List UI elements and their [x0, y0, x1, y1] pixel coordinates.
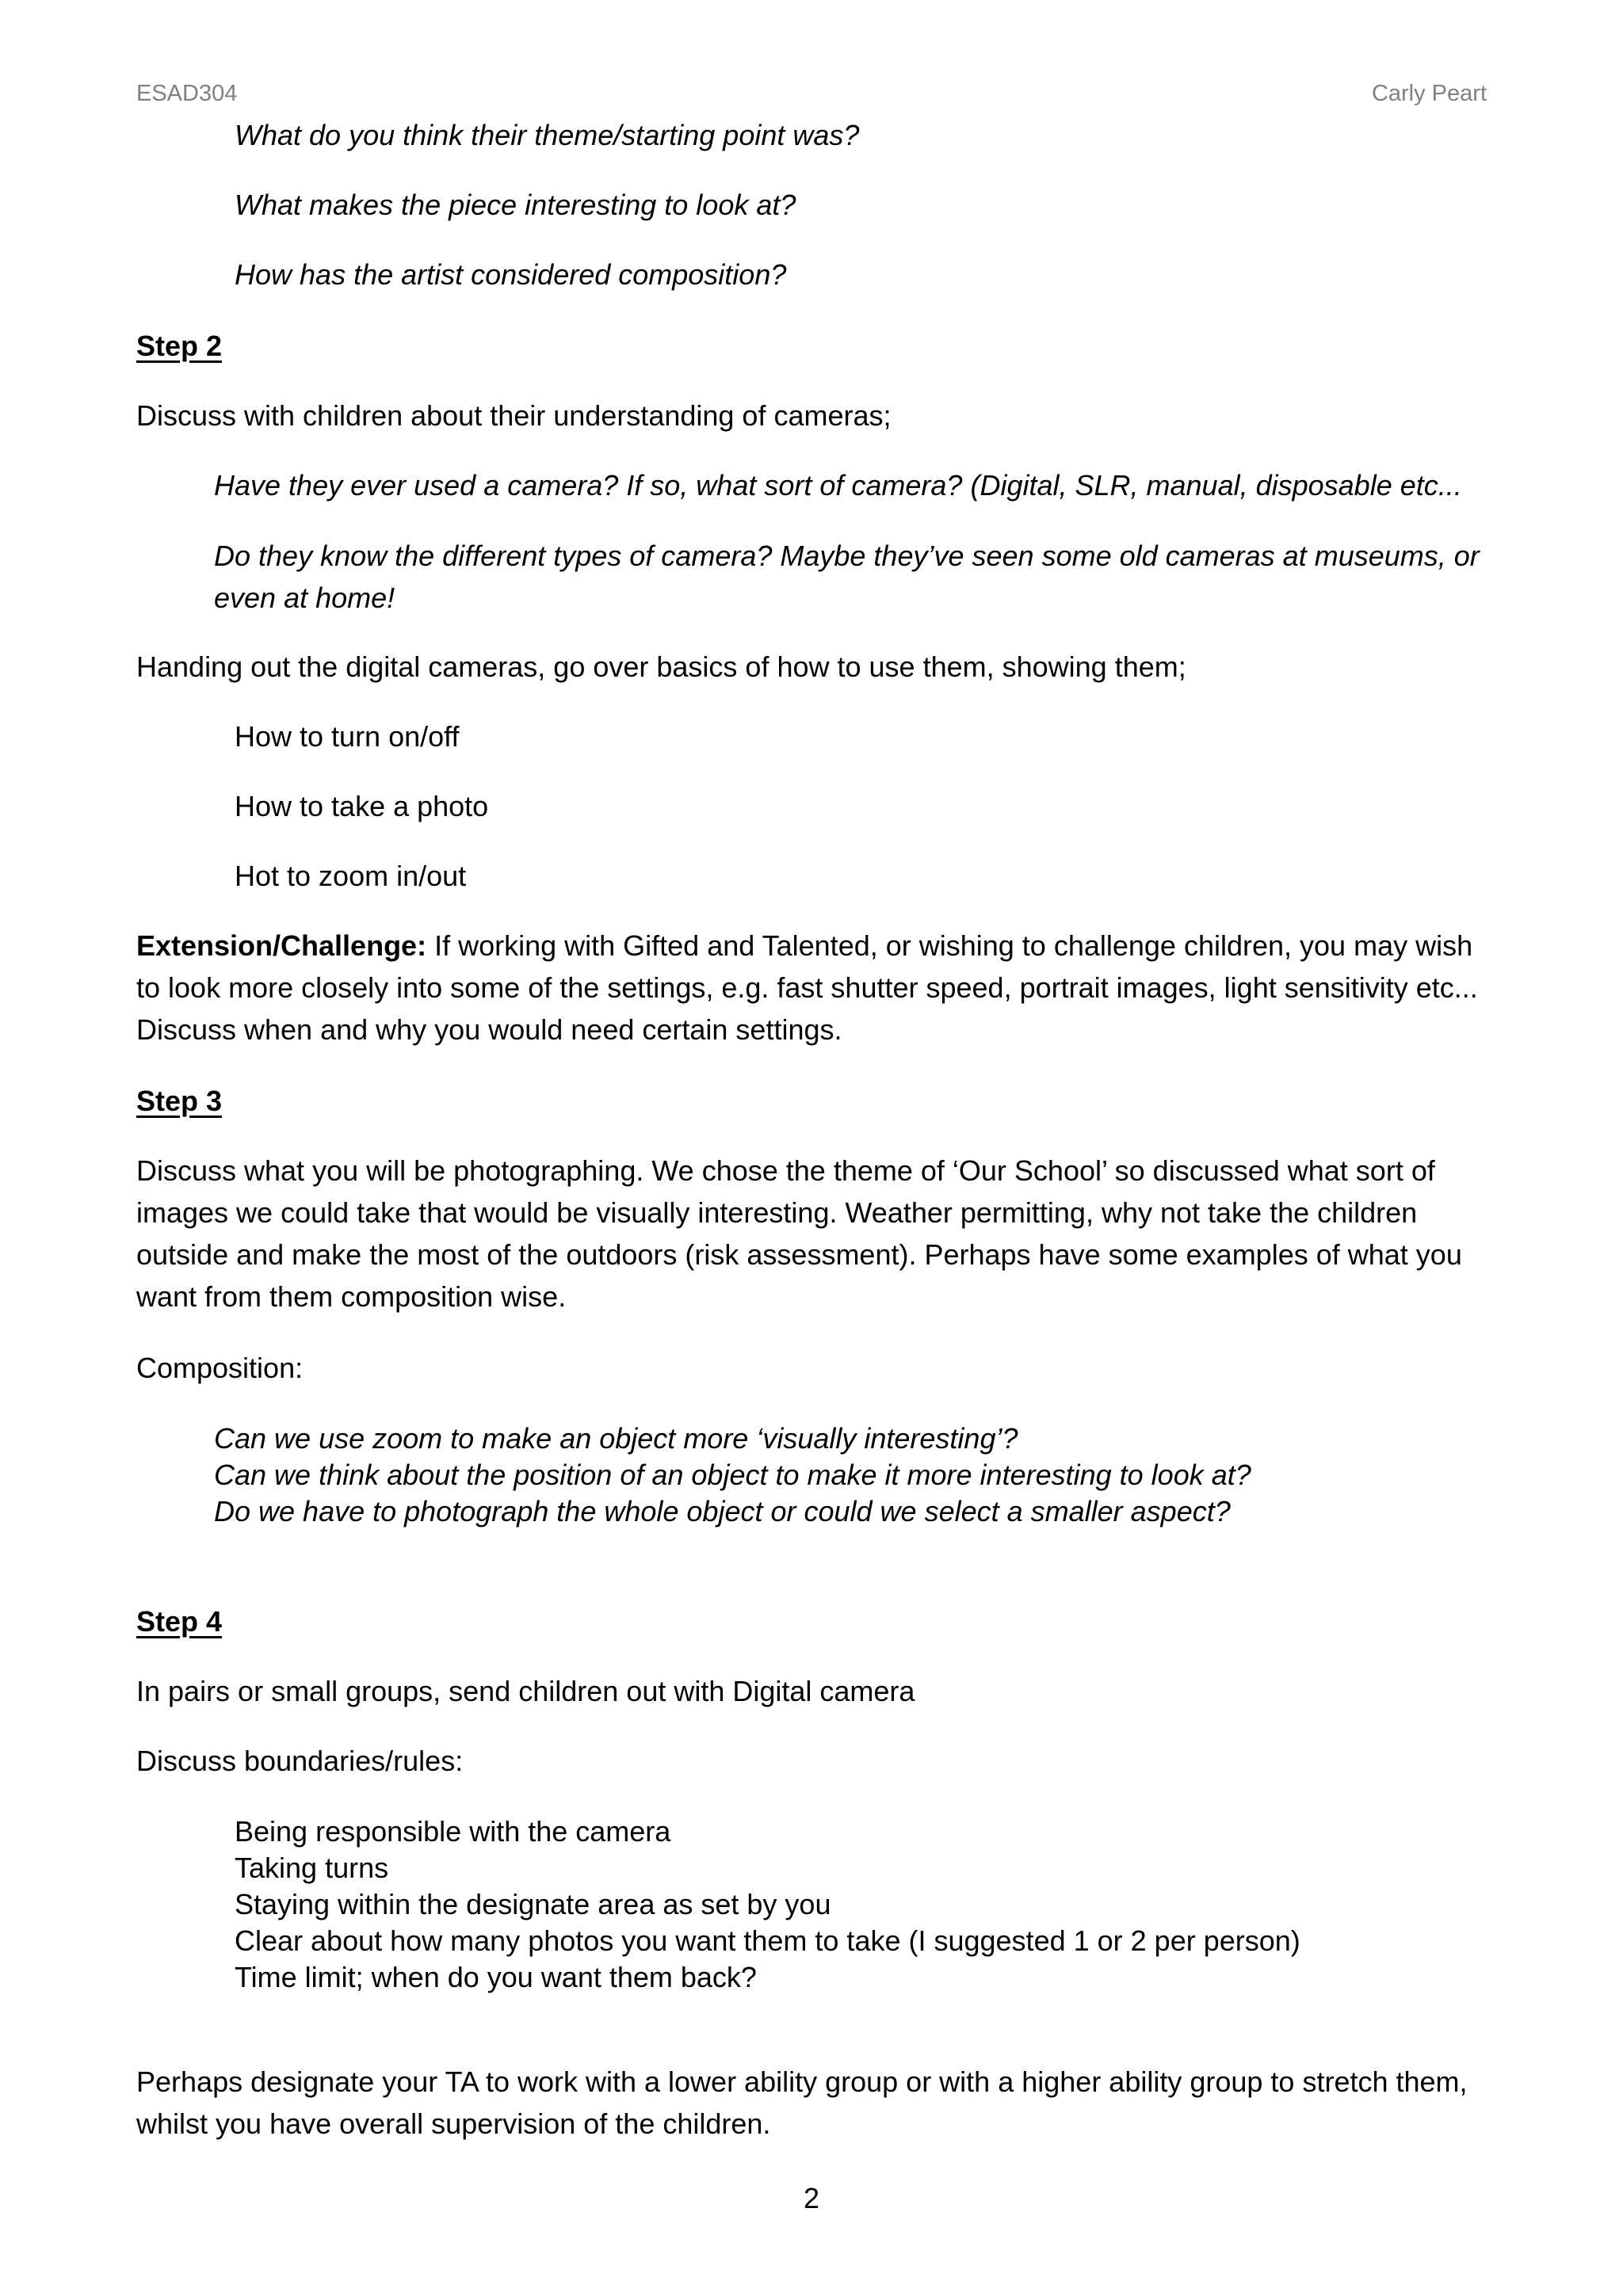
basics-item: How to turn on/off: [235, 720, 460, 753]
step4-heading: Step 4: [136, 1605, 223, 1638]
step2-question: Have they ever used a camera? If so, what sort of camera? (Digital, SLR, manual, disposable etc...: [214, 469, 1462, 502]
step2-intro: Discuss with children about their understanding of cameras;: [136, 399, 892, 432]
basics-item: Hot to zoom in/out: [235, 860, 467, 892]
step3-paragraph: Discuss what you will be photographing. We chose the theme of ‘Our School’ so discussed what sort of images we could take that would be visually interesting. Weather permitting, why not take the children outside and make the most of the outdoors (risk assessment). Perhaps have some examples of what you want from them composition wise.: [136, 1154, 1462, 1313]
step1-question: What makes the piece interesting to look at?: [235, 189, 796, 221]
composition-label: Composition:: [136, 1352, 304, 1384]
rule-item: Taking turns: [235, 1852, 389, 1884]
composition-question: Can we use zoom to make an object more ‘visually interesting’?: [214, 1422, 1018, 1455]
extension-paragraph: [136, 925, 1499, 1051]
rules-label: Discuss boundaries/rules:: [136, 1745, 464, 1777]
rule-item: Staying within the designate area as set by you: [235, 1888, 831, 1920]
extension-label: Extension/Challenge:: [136, 929, 427, 962]
step2-question: Do they know the different types of camera? Maybe they’ve seen some old cameras at museums, or even at home!: [214, 540, 1480, 614]
header-author: Carly Peart: [1371, 81, 1487, 106]
step3-heading: Step 3: [136, 1085, 223, 1117]
rule-item: Clear about how many photos you want them to take (I suggested 1 or 2 per person): [235, 1924, 1300, 1957]
header-course-code: ESAD304: [136, 81, 238, 106]
composition-question: Do we have to photograph the whole object or could we select a smaller aspect?: [214, 1495, 1231, 1527]
step1-question: How has the artist considered composition?: [235, 258, 787, 291]
step2-handout: Handing out the digital cameras, go over basics of how to use them, showing them;: [136, 650, 1186, 683]
step4-intro: In pairs or small groups, send children out with Digital camera: [136, 1675, 915, 1707]
closing-paragraph: Perhaps designate your TA to work with a lower ability group or with a higher ability group to stretch them, whilst you have overall supervision of the children.: [136, 2065, 1468, 2140]
basics-item: How to take a photo: [235, 790, 489, 822]
extension-text: If working with Gifted and Talented, or wishing to challenge children, you may wish to look more closely into some of the settings, e.g. fast shutter speed, portrait images, light sensitivity etc... Discuss when and why you would need certain settings.: [136, 929, 1478, 1046]
step2-heading: Step 2: [136, 330, 223, 362]
rule-item: Time limit; when do you want them back?: [235, 1961, 757, 1993]
page-number: 2: [803, 2182, 820, 2214]
composition-question: Can we think about the position of an object to make it more interesting to look at?: [214, 1459, 1251, 1491]
rule-item: Being responsible with the camera: [235, 1815, 671, 1848]
step1-question: What do you think their theme/starting point was?: [235, 119, 860, 151]
